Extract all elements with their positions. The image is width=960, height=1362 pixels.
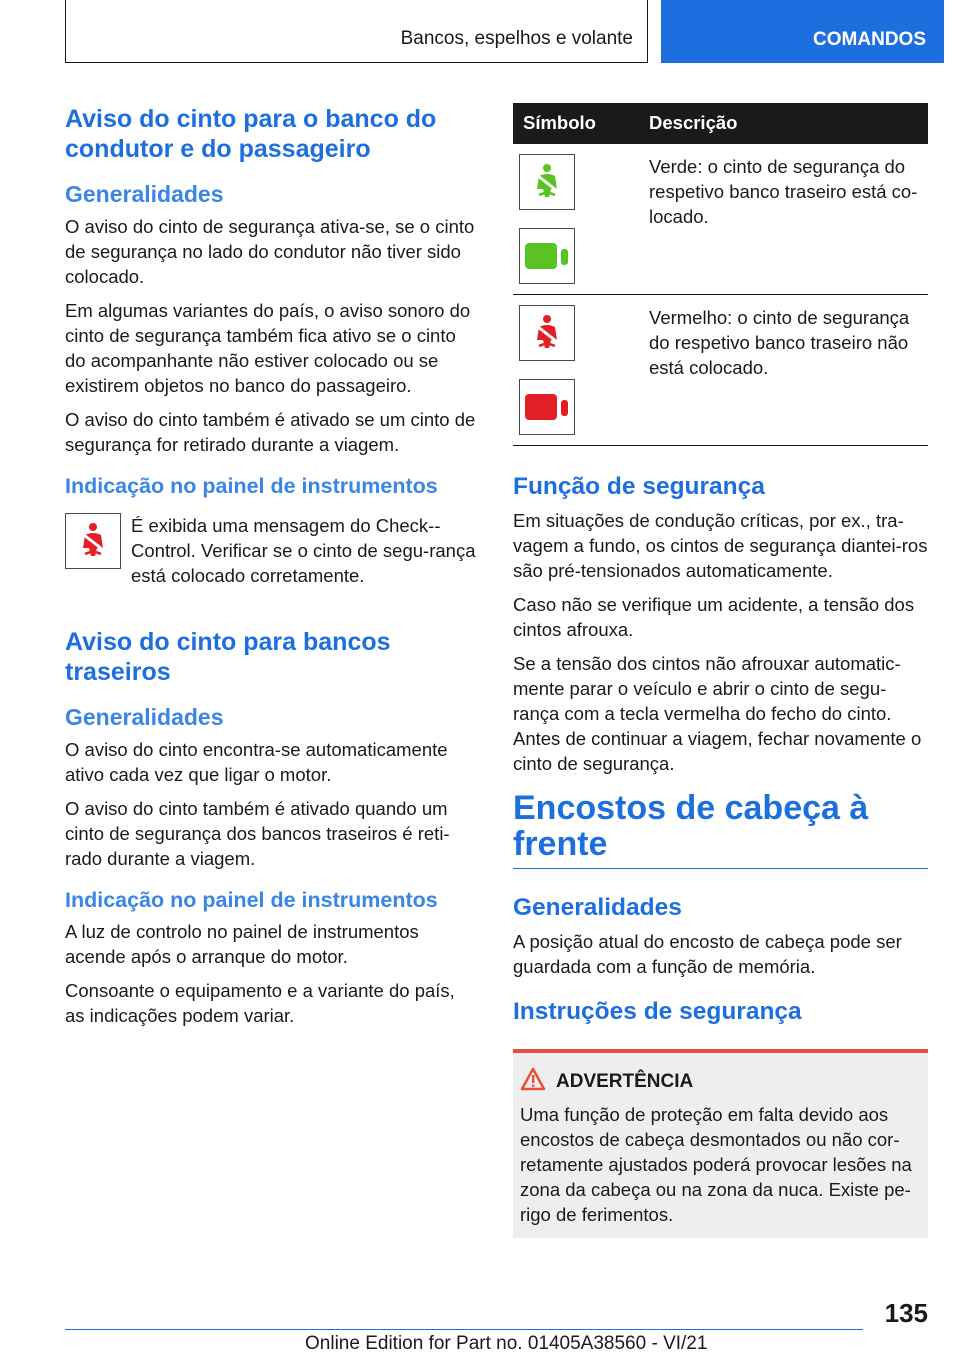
table-header-description: Descrição [637,103,928,144]
table-row [513,144,928,295]
left-column [65,100,477,1037]
paragraph: A posição atual do encosto de cabeça pode ser guardada com a função de memória. [513,931,902,977]
indicator-description: É exibida uma mensagem do Check--Control. Verificar se o cinto de segu-rança está colocado corretamente. [131,515,476,586]
subheading-general-2: Generalidades [65,704,224,730]
warning-text: Uma função de proteção em falta devido aos encostos de cabeça desmontados ou não cor-retamente ajustados poderá provocar lesões na zona da cabeça ou na zona da nuca. Existe pe-rigo de ferimentos. [520,1104,912,1225]
section-title-front-belt: Aviso do cinto para o banco do condutor e do passageiro [65,105,437,163]
paragraph: Se a tensão dos cintos não afrouxar automatic-mente parar o veículo e abrir o cinto de segu-rança com a tecla vermelha do fecho do cinto. Antes de continuar a viagem, fechar novamente o cinto de segurança. [513,653,922,774]
page-number: 135 [884,1298,928,1328]
paragraph: Em situações de condução críticas, por ex., tra-vagem a fundo, os cintos de segurança diantei-ros são pré-tensionados automaticamente. [513,510,928,581]
right-column [513,100,928,1238]
warning-header [520,1067,922,1096]
subheading-safety-instructions: Instruções de segurança [513,998,802,1025]
paragraph: Consoante o equipamento e a variante do país, as indicações podem variar. [65,980,455,1026]
seatbelt-green-icon [519,154,575,210]
description-cell: Vermelho: o cinto de segurança do respetivo banco traseiro não está colocado. [637,295,928,446]
subheading-general-1: Generalidades [65,181,224,207]
header-section-label: Bancos, espelhos e volante [400,28,633,49]
seat-red-indicator-icon [519,379,575,435]
header-chapter-label: COMANDOS [813,29,926,50]
subheading-instrument-panel-2: Indicação no painel de instrumentos [65,888,438,912]
header-chapter-tab[interactable] [661,0,944,63]
symbol-table [513,103,928,446]
subheading-general-3: Generalidades [513,894,682,921]
section-title-safety-function: Função de segurança [513,473,765,500]
table-header-symbol: Símbolo [513,103,637,144]
seat-green-indicator-icon [519,228,575,284]
table-row [513,295,928,446]
paragraph: Caso não se verifique um acidente, a tensão dos cintos afrouxa. [513,594,915,640]
paragraph: O aviso do cinto de segurança ativa-se, se o cinto de segurança no lado do condutor não tiver sido colocado. [65,216,475,287]
indicator-row [65,513,477,597]
warning-title: ADVERTÊNCIA [556,1070,694,1092]
paragraph: A luz de controlo no painel de instrumentos acende após o arranque do motor. [65,921,419,967]
chapter-title-headrests: Encostos de cabeça à frente [513,790,928,869]
header-section [65,0,648,63]
subheading-instrument-panel-1: Indicação no painel de instrumentos [65,474,438,498]
paragraph: O aviso do cinto também é ativado quando um cinto de segurança dos bancos traseiros é reti-rado durante a viagem. [65,798,450,869]
seatbelt-red-icon [519,305,575,361]
warning-box [513,1049,928,1238]
seatbelt-warning-icon [65,513,121,569]
description-cell: Verde: o cinto de segurança do respetivo banco traseiro está co-locado. [637,144,928,295]
paragraph: O aviso do cinto encontra-se automaticamente ativo cada vez que ligar o motor. [65,739,448,785]
footer-divider [65,1329,863,1330]
symbol-cell [513,295,637,446]
warning-triangle-icon [520,1067,546,1096]
paragraph: Em algumas variantes do país, o aviso sonoro do cinto de segurança também fica ativo se o cinto do acompanhante não estiver colocado ou se existirem objetos no banco do passageiro. [65,300,471,396]
symbol-cell [513,144,637,295]
paragraph: O aviso do cinto também é ativado se um cinto de segurança for retirado durante a viagem. [65,409,476,455]
footer-text: Online Edition for Part no. 01405A38560 - VI/21 [305,1333,708,1354]
section-title-rear-belt: Aviso do cinto para bancos traseiros [65,628,391,686]
table-header-row [513,103,928,144]
